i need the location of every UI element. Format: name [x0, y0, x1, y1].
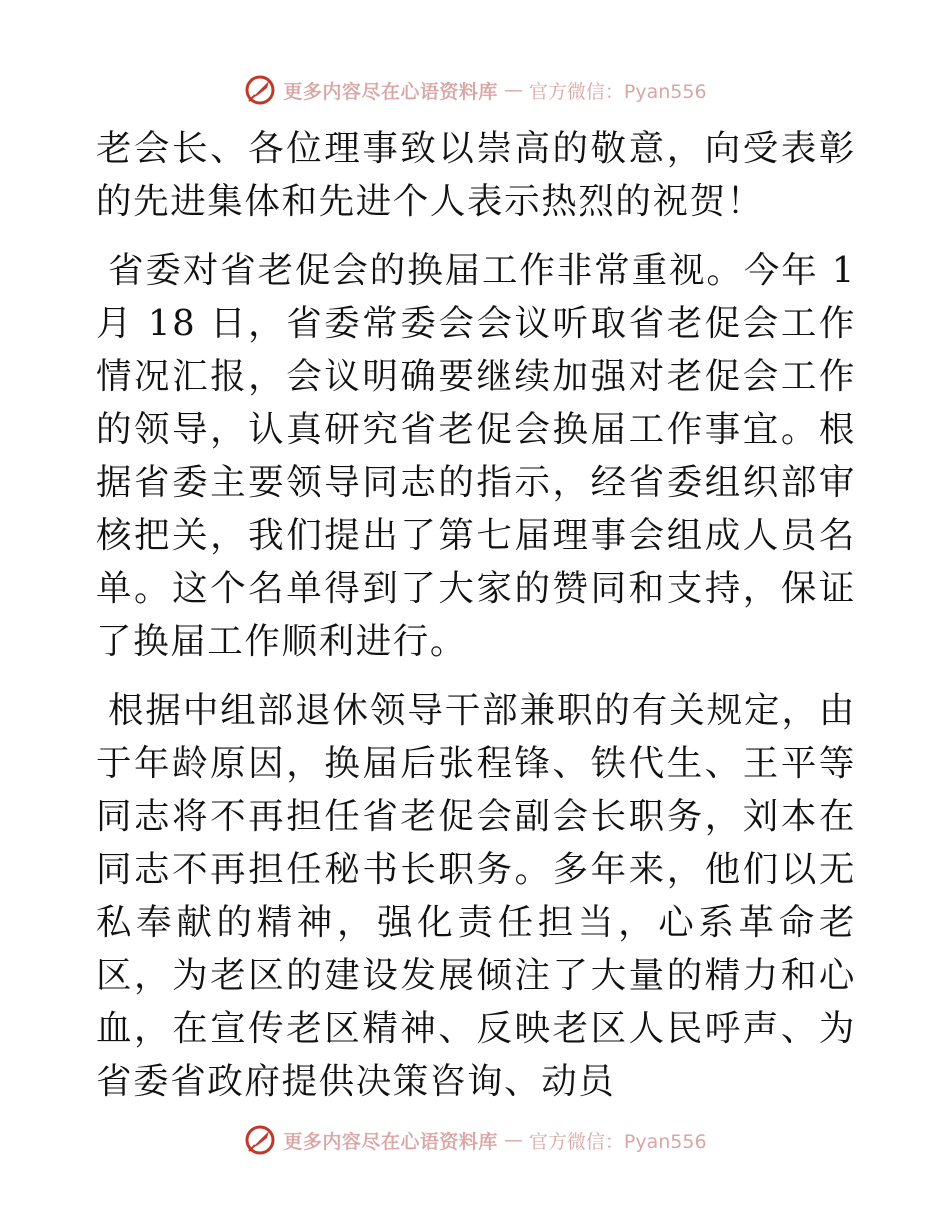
watermark-contact-text: 官方微信：Pyan556 — [528, 80, 707, 103]
paragraph-1: 老会长、各位理事致以崇高的敬意，向受表彰的先进集体和先进个人表示热烈的祝贺！ — [96, 128, 856, 222]
quill-seal-icon — [243, 73, 277, 107]
header-watermark — [0, 70, 950, 110]
paragraph-3: 根据中组部退休领导干部兼职的有关规定，由于年龄原因，换届后张程锋、铁代生、王平等同志将不再担任省老促会副会长职务，刘本在同志不再担任秘书长职务。多年来，他们以无私奉献的精神，强化责任担当，心系革命老区，为老区的建设发展倾注了大量的精力和心血，在宣传老区精神、反映老区人民呼声、为省委省政府提供决策咨询、动员 — [96, 690, 856, 1102]
quill-seal-icon — [243, 1123, 277, 1157]
watermark-contact-text: 官方微信：Pyan556 — [528, 1130, 707, 1153]
footer-watermark — [0, 1120, 950, 1160]
watermark-main-text: 更多内容尽在心语资料库 — [283, 1130, 498, 1153]
watermark-main-text: 更多内容尽在心语资料库 — [283, 80, 498, 103]
paragraph-2: 省委对省老促会的换届工作非常重视。今年 1 月 18 日，省委常委会会议听取省老促会工作情况汇报，会议明确要继续加强对老促会工作的领导，认真研究省老促会换届工作事宜。根据省委主要领导同志的指示，经省委组织部审核把关，我们提出了第七届理事会组成人员名单。这个名单得到了大家的赞同和支持，保证了换届工作顺利进行。 — [96, 250, 856, 662]
watermark-separator: — — [503, 1129, 523, 1151]
watermark-separator: — — [503, 79, 523, 101]
document-body — [96, 122, 856, 1124]
